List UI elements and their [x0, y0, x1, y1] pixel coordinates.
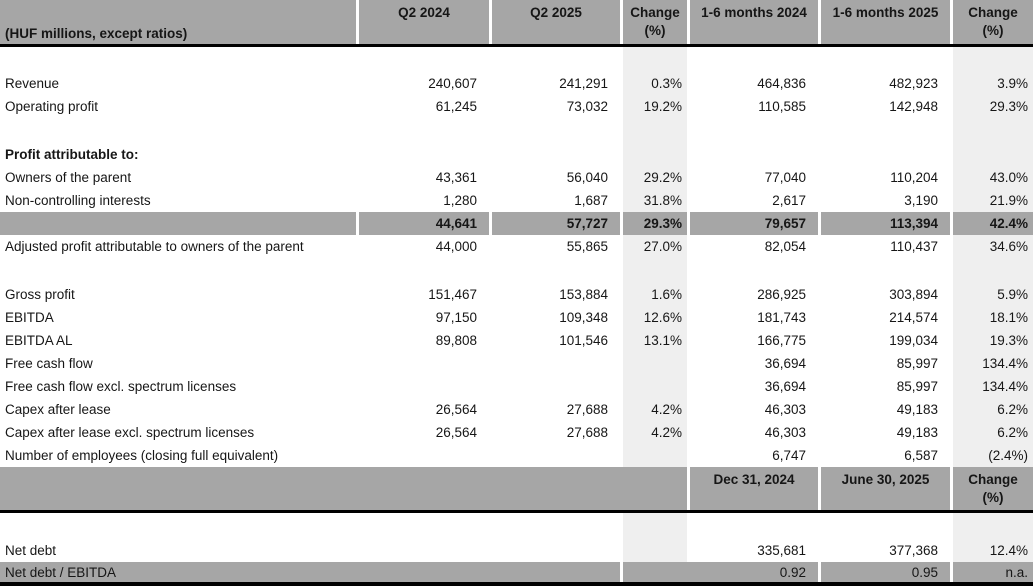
value-cell	[492, 118, 620, 143]
change-cell: 6.2%	[953, 421, 1033, 444]
value-cell	[690, 47, 818, 72]
row-label: EBITDA AL	[5, 333, 73, 348]
value-cell: 482,923	[889, 76, 938, 91]
change-cell: 134.4%	[953, 352, 1033, 375]
value-cell: 61,245	[435, 99, 477, 114]
column-header	[690, 467, 818, 510]
spacer-row	[0, 513, 1033, 538]
change-cell: 34.6%	[953, 235, 1033, 258]
column-header-line1: June 30, 2025	[841, 472, 930, 487]
change-cell	[623, 375, 687, 398]
change-cell	[623, 444, 687, 467]
change-cell: 18.1%	[953, 306, 1033, 329]
value-cell: 241,291	[559, 76, 608, 91]
value-cell	[492, 47, 620, 72]
row-label	[0, 47, 356, 72]
change-cell: 4.2%	[623, 421, 687, 444]
value-cell	[821, 258, 950, 283]
total-row	[0, 212, 1033, 235]
data-row	[0, 375, 1033, 398]
change-cell	[623, 118, 687, 143]
data-row	[0, 189, 1033, 212]
column-header-line1: 1-6 months 2024	[701, 5, 807, 20]
row-label: Operating profit	[5, 99, 99, 114]
net-debt-ratio-row	[0, 562, 1033, 582]
data-row	[0, 538, 1033, 562]
value-cell: 377,368	[889, 542, 938, 558]
value-cell: 73,032	[566, 99, 608, 114]
spacer-row	[0, 258, 1033, 283]
header2-left-band	[0, 467, 687, 510]
data-row	[0, 398, 1033, 421]
value-cell: 303,894	[889, 287, 938, 302]
change-cell: 42.4%	[953, 212, 1033, 235]
value-cell: 1,280	[443, 193, 477, 208]
value-cell	[359, 513, 489, 538]
value-cell: 57,727	[492, 212, 620, 235]
column-header	[623, 0, 687, 44]
value-cell: 26,564	[435, 425, 477, 440]
value-cell	[492, 143, 620, 166]
column-header-line2: (%)	[982, 490, 1004, 505]
header-row-quarterly	[0, 0, 1033, 44]
data-row	[0, 143, 1033, 166]
row-label: Owners of the parent	[5, 170, 132, 185]
value-cell: 109,348	[559, 310, 608, 325]
change-cell	[623, 258, 687, 283]
value-cell: 89,808	[435, 333, 477, 348]
change-cell: 134.4%	[953, 375, 1033, 398]
change-cell: (2.4%)	[953, 444, 1033, 467]
change-cell: 4.2%	[623, 398, 687, 421]
value-cell: 55,865	[566, 239, 608, 254]
value-cell: 46,303	[764, 402, 806, 417]
row-label: Capex after lease excl. spectrum licenses	[5, 425, 255, 440]
row-label: Free cash flow excl. spectrum licenses	[5, 379, 237, 394]
value-cell	[690, 143, 818, 166]
value-cell: 49,183	[896, 425, 938, 440]
value-cell: 113,394	[821, 212, 950, 235]
row-label	[0, 212, 356, 235]
value-cell: 166,775	[757, 333, 806, 348]
data-row	[0, 95, 1033, 118]
row-label: Free cash flow	[5, 356, 93, 371]
change-cell: 0.3%	[623, 72, 687, 95]
value-cell	[492, 258, 620, 283]
data-row	[0, 235, 1033, 258]
value-cell	[359, 258, 489, 283]
data-row	[0, 421, 1033, 444]
column-header-line1: Dec 31, 2024	[713, 472, 795, 487]
value-cell: 0.95	[821, 562, 950, 582]
change-cell: 29.3%	[623, 212, 687, 235]
value-cell: 151,467	[428, 287, 477, 302]
value-cell: 44,000	[435, 239, 477, 254]
row-label: Non-controlling interests	[5, 193, 151, 208]
column-header	[690, 0, 818, 44]
value-cell	[359, 47, 489, 72]
value-cell	[359, 538, 489, 562]
change-cell: 12.4%	[953, 538, 1033, 562]
value-cell: 27,688	[566, 425, 608, 440]
value-cell	[359, 444, 489, 467]
change-cell: 19.3%	[953, 329, 1033, 352]
row-label: Net debt / EBITDA	[0, 562, 620, 582]
change-cell	[953, 258, 1033, 283]
value-cell: 110,437	[890, 239, 938, 254]
value-cell: 97,150	[435, 310, 477, 325]
row-label	[0, 258, 356, 283]
change-cell	[623, 143, 687, 166]
column-header	[953, 467, 1033, 510]
data-row	[0, 72, 1033, 95]
row-label: Revenue	[5, 76, 60, 91]
value-cell	[359, 143, 489, 166]
value-cell	[492, 444, 620, 467]
column-header-line1: Change	[968, 5, 1018, 20]
value-cell: 110,585	[758, 99, 806, 114]
value-cell	[359, 118, 489, 143]
value-cell: 110,204	[890, 170, 938, 185]
value-cell: 464,836	[757, 76, 806, 91]
value-cell	[492, 352, 620, 375]
value-cell: 27,688	[566, 402, 608, 417]
column-header	[953, 0, 1033, 44]
value-cell: 6,747	[772, 448, 806, 463]
value-cell: 44,641	[359, 212, 489, 235]
column-header-line1: Change	[968, 472, 1018, 487]
value-cell	[690, 118, 818, 143]
data-row	[0, 352, 1033, 375]
value-cell: 85,997	[896, 356, 938, 371]
change-cell: 5.9%	[953, 283, 1033, 306]
value-cell: 56,040	[566, 170, 608, 185]
row-label: Net debt	[5, 542, 57, 558]
value-cell	[821, 513, 950, 538]
value-cell: 49,183	[896, 402, 938, 417]
row-label	[0, 118, 356, 143]
column-header-line2: (%)	[644, 23, 666, 38]
data-row	[0, 329, 1033, 352]
change-cell: 12.6%	[623, 306, 687, 329]
value-cell	[492, 538, 620, 562]
change-cell: 43.0%	[953, 166, 1033, 189]
change-cell: 29.2%	[623, 166, 687, 189]
value-cell: 286,925	[757, 287, 806, 302]
spacer-row	[0, 47, 1033, 72]
table-units-label: (HUF millions, except ratios)	[0, 0, 356, 44]
change-cell	[623, 513, 687, 538]
data-row	[0, 306, 1033, 329]
column-header-line1: 1-6 months 2025	[832, 5, 939, 20]
value-cell	[821, 118, 950, 143]
change-cell	[953, 513, 1033, 538]
change-cell: 3.9%	[953, 72, 1033, 95]
data-row	[0, 444, 1033, 467]
row-label: Capex after lease	[5, 402, 111, 417]
value-cell: 82,054	[764, 239, 806, 254]
change-cell: 29.3%	[953, 95, 1033, 118]
change-cell	[623, 47, 687, 72]
row-label	[0, 513, 356, 538]
value-cell: 46,303	[764, 425, 806, 440]
value-cell: 142,948	[889, 99, 938, 114]
change-cell: 1.6%	[623, 283, 687, 306]
change-cell	[953, 118, 1033, 143]
value-cell	[359, 352, 489, 375]
value-cell	[492, 513, 620, 538]
change-cell: n.a.	[953, 562, 1033, 582]
table-bottom-border	[0, 582, 1033, 586]
value-cell	[821, 47, 950, 72]
header-row-balance-dates	[0, 467, 1033, 510]
row-label: Adjusted profit attributable to owners of the parent	[5, 239, 304, 254]
column-header	[821, 0, 950, 44]
value-cell: 0.92	[623, 562, 818, 582]
value-cell: 199,034	[889, 333, 938, 348]
value-cell: 3,190	[904, 193, 938, 208]
change-cell: 21.9%	[953, 189, 1033, 212]
change-cell	[623, 538, 687, 562]
row-label: Profit attributable to:	[5, 147, 139, 162]
column-header	[359, 0, 489, 44]
row-label: EBITDA	[5, 310, 54, 325]
column-header-line1: Q2 2025	[530, 5, 582, 20]
value-cell	[690, 513, 818, 538]
value-cell: 85,997	[896, 379, 938, 394]
row-label: Number of employees (closing full equivalent)	[5, 448, 279, 463]
value-cell: 240,607	[428, 76, 477, 91]
value-cell: 214,574	[889, 310, 938, 325]
change-cell: 13.1%	[623, 329, 687, 352]
value-cell: 36,694	[764, 379, 806, 394]
row-label: Gross profit	[5, 287, 75, 302]
change-cell: 6.2%	[953, 398, 1033, 421]
change-cell: 19.2%	[623, 95, 687, 118]
value-cell	[821, 143, 950, 166]
data-row	[0, 166, 1033, 189]
value-cell	[690, 258, 818, 283]
value-cell: 2,617	[772, 193, 806, 208]
column-header	[821, 467, 950, 510]
value-cell: 79,657	[690, 212, 818, 235]
value-cell: 181,743	[757, 310, 806, 325]
value-cell: 36,694	[764, 356, 806, 371]
column-header-line2: (%)	[982, 23, 1004, 38]
value-cell: 6,587	[904, 448, 938, 463]
column-header-line1: Q2 2024	[398, 5, 450, 20]
data-row	[0, 283, 1033, 306]
value-cell: 335,681	[757, 542, 806, 558]
value-cell: 101,546	[559, 333, 608, 348]
change-cell: 31.8%	[623, 189, 687, 212]
column-header-line1: Change	[630, 5, 680, 20]
value-cell: 153,884	[559, 287, 608, 302]
spacer-row	[0, 118, 1033, 143]
value-cell	[359, 375, 489, 398]
value-cell: 77,040	[764, 170, 806, 185]
value-cell	[492, 375, 620, 398]
value-cell: 1,687	[574, 193, 608, 208]
change-cell: 27.0%	[623, 235, 687, 258]
change-cell	[953, 143, 1033, 166]
change-cell	[953, 47, 1033, 72]
column-header	[492, 0, 620, 44]
value-cell: 26,564	[435, 402, 477, 417]
value-cell: 43,361	[435, 170, 477, 185]
change-cell	[623, 352, 687, 375]
